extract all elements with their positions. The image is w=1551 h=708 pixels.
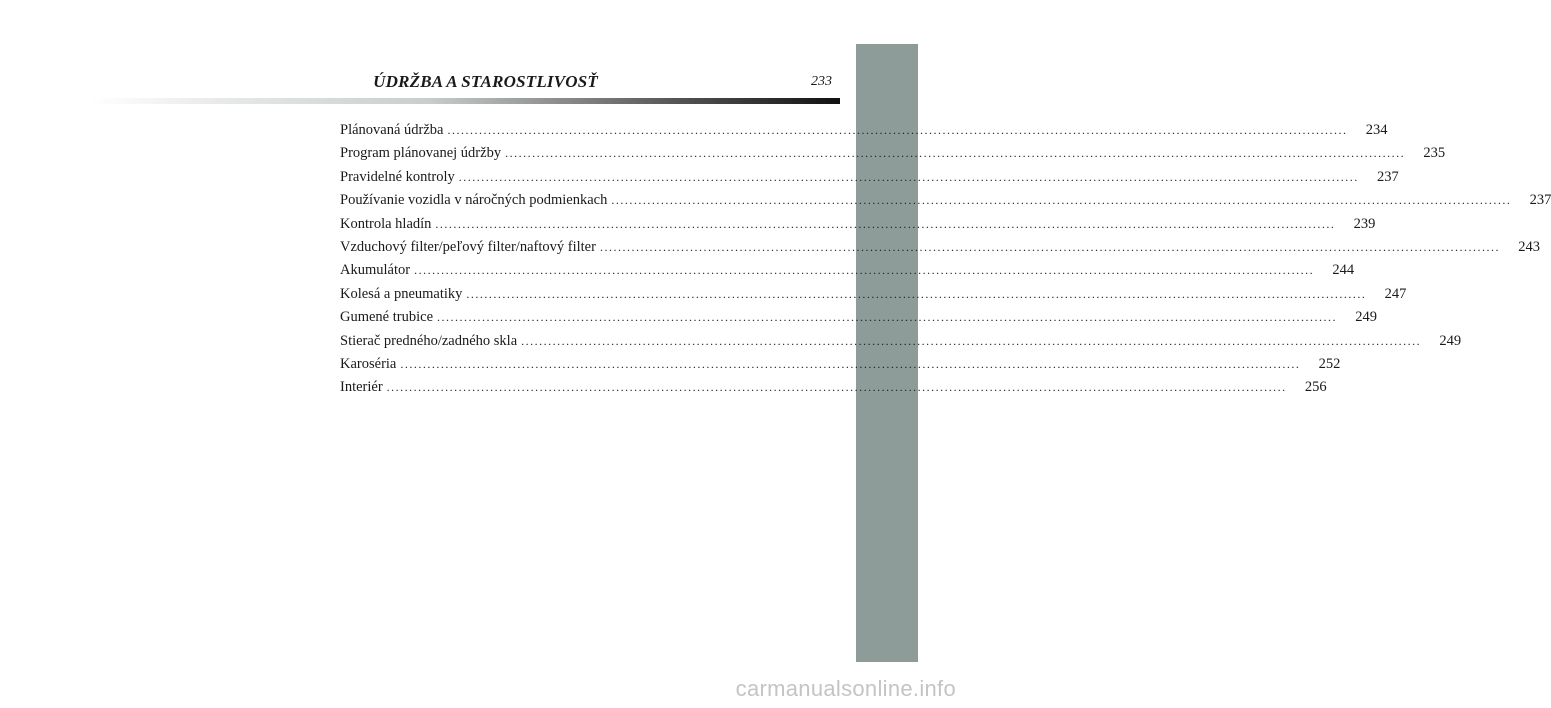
- toc-leader-dots: ........................................................................................................................................................................................................: [505, 146, 1406, 161]
- toc-item[interactable]: [340, 262, 1355, 285]
- toc-item-page: 243: [1518, 238, 1540, 255]
- table-of-contents: [340, 122, 1551, 403]
- toc-item-label: Stierač predného/zadného skla: [340, 332, 518, 349]
- toc-leader-dots: ........................................................................................................................................................................................................: [414, 263, 1315, 278]
- toc-item-label: Karoséria: [340, 355, 397, 372]
- toc-item-page: 249: [1439, 332, 1462, 349]
- toc-item-label: Gumené trubice: [340, 309, 434, 326]
- toc-item[interactable]: [340, 355, 1341, 379]
- toc-item-page: 237: [1529, 192, 1551, 209]
- toc-item[interactable]: [340, 332, 1462, 356]
- toc-leader-dots: ........................................................................................................................................................................................................: [437, 310, 1338, 325]
- toc-leader-dots: ........................................................................................................................................................................................................: [611, 193, 1512, 208]
- toc-item-label: Pravidelné kontroly: [340, 168, 455, 185]
- toc-item[interactable]: [340, 379, 1327, 402]
- toc-item[interactable]: [340, 215, 1376, 239]
- toc-item-label: Kolesá a pneumatiky: [340, 285, 463, 302]
- toc-item[interactable]: [340, 168, 1399, 192]
- toc-leader-dots: ........................................................................................................................................................................................................: [466, 286, 1367, 301]
- toc-item-label: Používanie vozidla v náročných podmienkach: [340, 192, 608, 209]
- toc-leader-dots: ........................................................................................................................................................................................................: [400, 356, 1301, 371]
- section-title: ÚDRŽBA A STAROSTLIVOSŤ: [373, 72, 598, 91]
- toc-item-page: 235: [1423, 145, 1446, 162]
- toc-leader-dots: ........................................................................................................................................................................................................: [447, 123, 1348, 137]
- toc-item-label: Vzduchový filter/peľový filter/naftový filter: [340, 238, 596, 255]
- toc-item[interactable]: [340, 309, 1378, 332]
- toc-leader-dots: ........................................................................................................................................................................................................: [435, 216, 1336, 231]
- toc-leader-dots: ........................................................................................................................................................................................................: [386, 380, 1287, 395]
- toc-leader-dots: ........................................................................................................................................................................................................: [599, 239, 1500, 254]
- toc-item-page: 237: [1377, 168, 1399, 185]
- toc-item-page: 256: [1304, 379, 1327, 396]
- toc-leader-dots: ........................................................................................................................................................................................................: [521, 333, 1422, 348]
- toc-item-page: 249: [1355, 309, 1378, 326]
- watermark: carmanualsonline.info: [735, 676, 956, 701]
- toc-item-label: Kontrola hladín: [340, 215, 432, 232]
- toc-item-page: 247: [1384, 285, 1407, 302]
- toc-item-page: 234: [1365, 122, 1388, 138]
- toc-item[interactable]: [340, 285, 1407, 309]
- toc-leader-dots: ........................................................................................................................................................................................................: [458, 169, 1359, 184]
- toc-item-page: 252: [1318, 355, 1341, 372]
- toc-item-page: 244: [1332, 262, 1355, 279]
- toc-item-page: 239: [1353, 215, 1376, 232]
- toc-item[interactable]: [340, 122, 1388, 145]
- toc-item-label: Program plánovanej údržby: [340, 145, 502, 162]
- page-number: 233: [811, 74, 832, 89]
- toc-item[interactable]: [340, 145, 1446, 168]
- toc-item-label: Akumulátor: [340, 262, 411, 279]
- toc-item[interactable]: [340, 238, 1540, 262]
- toc-item-label: Interiér: [340, 379, 383, 396]
- header-rule: [90, 98, 840, 104]
- toc-item[interactable]: [340, 192, 1551, 215]
- toc-item-label: Plánovaná údržba: [340, 122, 444, 138]
